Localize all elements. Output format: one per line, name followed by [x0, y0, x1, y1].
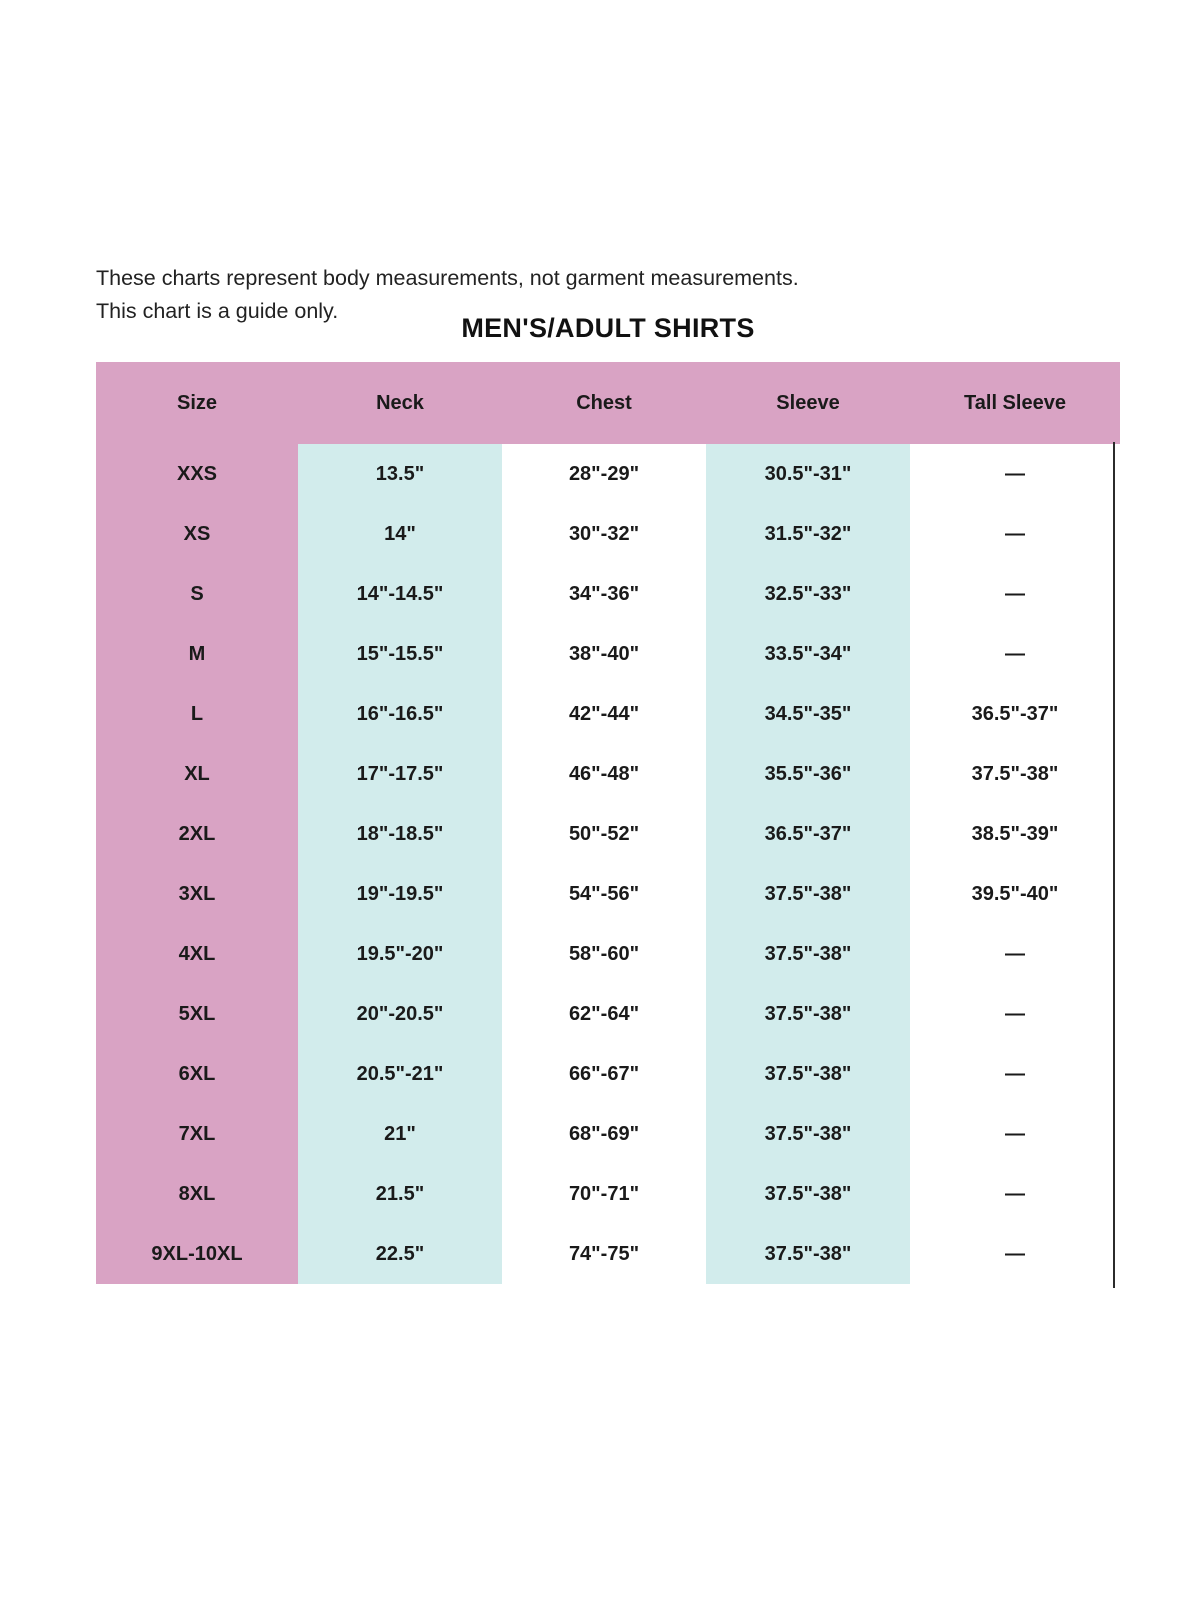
cell-neck: 21.5" [298, 1164, 502, 1224]
cell-size: M [96, 624, 298, 684]
cell-tall-sleeve: 36.5"-37" [910, 684, 1120, 744]
cell-size: 6XL [96, 1044, 298, 1104]
cell-sleeve: 36.5"-37" [706, 804, 910, 864]
cell-tall-sleeve: — [910, 504, 1120, 564]
chart-title: MEN'S/ADULT SHIRTS [461, 313, 755, 343]
cell-chest: 34"-36" [502, 564, 706, 624]
cell-neck: 16"-16.5" [298, 684, 502, 744]
cell-tall-sleeve: — [910, 1224, 1120, 1284]
cell-sleeve: 37.5"-38" [706, 1224, 910, 1284]
cell-sleeve: 31.5"-32" [706, 504, 910, 564]
cell-neck: 17"-17.5" [298, 744, 502, 804]
cell-size: XL [96, 744, 298, 804]
cell-chest: 50"-52" [502, 804, 706, 864]
cell-size: 3XL [96, 864, 298, 924]
table-row [96, 804, 1120, 864]
cell-sleeve: 32.5"-33" [706, 564, 910, 624]
cell-sleeve: 37.5"-38" [706, 924, 910, 984]
column-header-tall-sleeve: Tall Sleeve [910, 362, 1120, 444]
column-header-neck: Neck [298, 362, 502, 444]
measurement-note-line-1: These charts represent body measurements, not garment measurements. [96, 266, 799, 290]
size-table [96, 362, 1120, 1284]
cell-sleeve: 34.5"-35" [706, 684, 910, 744]
cell-tall-sleeve: — [910, 1044, 1120, 1104]
cell-size: XXS [96, 444, 298, 504]
measurement-note-line-2: This chart is a guide only. [96, 299, 339, 323]
cell-chest: 58"-60" [502, 924, 706, 984]
cell-chest: 54"-56" [502, 864, 706, 924]
cell-neck: 18"-18.5" [298, 804, 502, 864]
cell-neck: 20.5"-21" [298, 1044, 502, 1104]
cell-tall-sleeve: — [910, 1164, 1120, 1224]
cell-chest: 66"-67" [502, 1044, 706, 1104]
table-row [96, 1224, 1120, 1284]
cell-chest: 70"-71" [502, 1164, 706, 1224]
cell-size: S [96, 564, 298, 624]
cell-chest: 46"-48" [502, 744, 706, 804]
cell-neck: 21" [298, 1104, 502, 1164]
cell-neck: 20"-20.5" [298, 984, 502, 1044]
cell-sleeve: 37.5"-38" [706, 864, 910, 924]
cell-sleeve: 37.5"-38" [706, 1164, 910, 1224]
table-row [96, 1104, 1120, 1164]
cell-sleeve: 30.5"-31" [706, 444, 910, 504]
cell-sleeve: 37.5"-38" [706, 984, 910, 1044]
cell-size: L [96, 684, 298, 744]
table-row [96, 564, 1120, 624]
table-right-border [1113, 442, 1115, 1288]
cell-size: 9XL-10XL [96, 1224, 298, 1284]
cell-neck: 14"-14.5" [298, 564, 502, 624]
cell-sleeve: 37.5"-38" [706, 1104, 910, 1164]
cell-sleeve: 37.5"-38" [706, 1044, 910, 1104]
cell-size: 8XL [96, 1164, 298, 1224]
cell-chest: 28"-29" [502, 444, 706, 504]
cell-chest: 74"-75" [502, 1224, 706, 1284]
cell-chest: 42"-44" [502, 684, 706, 744]
table-row [96, 504, 1120, 564]
cell-size: 4XL [96, 924, 298, 984]
cell-tall-sleeve: 38.5"-39" [910, 804, 1120, 864]
cell-tall-sleeve: — [910, 984, 1120, 1044]
cell-tall-sleeve: 39.5"-40" [910, 864, 1120, 924]
table-row [96, 1044, 1120, 1104]
cell-tall-sleeve: 37.5"-38" [910, 744, 1120, 804]
size-table-body [96, 444, 1120, 1284]
table-row [96, 744, 1120, 804]
cell-neck: 19.5"-20" [298, 924, 502, 984]
cell-neck: 13.5" [298, 444, 502, 504]
cell-neck: 22.5" [298, 1224, 502, 1284]
cell-size: 2XL [96, 804, 298, 864]
cell-sleeve: 35.5"-36" [706, 744, 910, 804]
cell-size: 5XL [96, 984, 298, 1044]
cell-sleeve: 33.5"-34" [706, 624, 910, 684]
cell-tall-sleeve: — [910, 924, 1120, 984]
cell-chest: 62"-64" [502, 984, 706, 1044]
cell-chest: 68"-69" [502, 1104, 706, 1164]
cell-size: XS [96, 504, 298, 564]
table-row [96, 624, 1120, 684]
table-row [96, 924, 1120, 984]
size-table-container [96, 362, 1120, 1284]
table-row [96, 444, 1120, 504]
table-row [96, 1164, 1120, 1224]
cell-tall-sleeve: — [910, 564, 1120, 624]
size-table-head [96, 362, 1120, 444]
cell-neck: 19"-19.5" [298, 864, 502, 924]
table-row [96, 864, 1120, 924]
cell-size: 7XL [96, 1104, 298, 1164]
cell-tall-sleeve: — [910, 1104, 1120, 1164]
table-row [96, 684, 1120, 744]
cell-tall-sleeve: — [910, 624, 1120, 684]
table-row [96, 984, 1120, 1044]
column-header-size: Size [96, 362, 298, 444]
column-header-sleeve: Sleeve [706, 362, 910, 444]
cell-neck: 15"-15.5" [298, 624, 502, 684]
column-header-chest: Chest [502, 362, 706, 444]
cell-chest: 30"-32" [502, 504, 706, 564]
cell-tall-sleeve: — [910, 444, 1120, 504]
cell-neck: 14" [298, 504, 502, 564]
table-header-row [96, 362, 1120, 444]
cell-chest: 38"-40" [502, 624, 706, 684]
